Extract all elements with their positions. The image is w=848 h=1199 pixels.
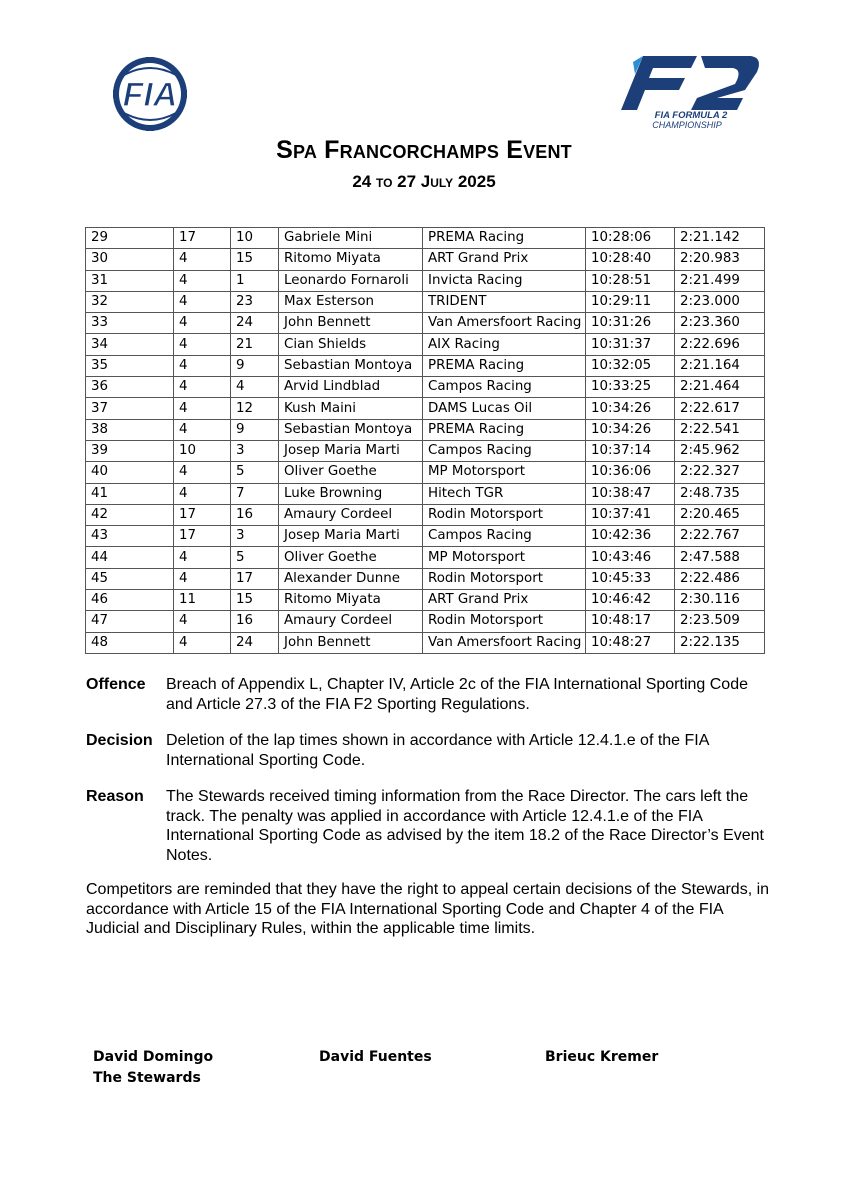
time-of-day-cell: 10:37:41 bbox=[586, 504, 675, 525]
driver-cell: Amaury Cordeel bbox=[279, 611, 423, 632]
table-row bbox=[86, 291, 765, 312]
lap-cell: 4 bbox=[174, 355, 231, 376]
row-number-cell: 47 bbox=[86, 611, 174, 632]
lap-cell: 4 bbox=[174, 291, 231, 312]
car-number-cell: 10 bbox=[231, 228, 279, 249]
table-row bbox=[86, 355, 765, 376]
time-of-day-cell: 10:36:06 bbox=[586, 462, 675, 483]
time-of-day-cell: 10:28:51 bbox=[586, 270, 675, 291]
table-row bbox=[86, 228, 765, 249]
driver-cell: Amaury Cordeel bbox=[279, 504, 423, 525]
time-of-day-cell: 10:28:06 bbox=[586, 228, 675, 249]
fia-logo-icon bbox=[94, 55, 206, 133]
table-row bbox=[86, 632, 765, 653]
table-row bbox=[86, 398, 765, 419]
reason-text: The Stewards received timing information from the Race Director. The cars left the track. The penalty was applied in accordance with Article 12.4.1.e of the FIA International Sporting Code as advised by the item 18.2 of the Race Director’s Event Notes. bbox=[166, 788, 764, 864]
lap-time-cell: 2:22.486 bbox=[675, 568, 765, 589]
driver-cell: John Bennett bbox=[279, 632, 423, 653]
lap-time-cell: 2:22.327 bbox=[675, 462, 765, 483]
row-number-cell: 38 bbox=[86, 419, 174, 440]
time-of-day-cell: 10:43:46 bbox=[586, 547, 675, 568]
lap-time-cell: 2:20.983 bbox=[675, 249, 765, 270]
table-row bbox=[86, 249, 765, 270]
table-body bbox=[86, 228, 765, 654]
signature-block-3 bbox=[545, 1047, 658, 1068]
team-cell: PREMA Racing bbox=[423, 355, 586, 376]
lap-time-cell: 2:47.588 bbox=[675, 547, 765, 568]
lap-cell: 4 bbox=[174, 419, 231, 440]
car-number-cell: 16 bbox=[231, 504, 279, 525]
time-of-day-cell: 10:31:26 bbox=[586, 313, 675, 334]
steward-name: David Fuentes bbox=[319, 1049, 432, 1065]
time-of-day-cell: 10:42:36 bbox=[586, 526, 675, 547]
row-number-cell: 48 bbox=[86, 632, 174, 653]
fia-logo-text: FIA bbox=[122, 76, 178, 114]
table-row bbox=[86, 483, 765, 504]
row-number-cell: 34 bbox=[86, 334, 174, 355]
deleted-laps-table bbox=[85, 227, 765, 654]
decision-section bbox=[86, 731, 776, 770]
lap-cell: 4 bbox=[174, 632, 231, 653]
team-cell: AIX Racing bbox=[423, 334, 586, 355]
lap-cell: 4 bbox=[174, 483, 231, 504]
stewards-role: The Stewards bbox=[93, 1070, 201, 1086]
offence-section bbox=[86, 675, 776, 714]
driver-cell: Arvid Lindblad bbox=[279, 377, 423, 398]
lap-cell: 17 bbox=[174, 526, 231, 547]
event-dates: 24 to 27 July 2025 bbox=[352, 172, 496, 191]
time-of-day-cell: 10:46:42 bbox=[586, 590, 675, 611]
table-row bbox=[86, 568, 765, 589]
lap-time-cell: 2:21.499 bbox=[675, 270, 765, 291]
f2-logo-line1: FIA FORMULA 2 bbox=[654, 110, 728, 121]
table-row bbox=[86, 419, 765, 440]
row-number-cell: 33 bbox=[86, 313, 174, 334]
car-number-cell: 5 bbox=[231, 462, 279, 483]
driver-cell: Ritomo Miyata bbox=[279, 590, 423, 611]
row-number-cell: 35 bbox=[86, 355, 174, 376]
lap-time-cell: 2:22.767 bbox=[675, 526, 765, 547]
driver-cell: Kush Maini bbox=[279, 398, 423, 419]
team-cell: PREMA Racing bbox=[423, 228, 586, 249]
table-row bbox=[86, 504, 765, 525]
driver-cell: Sebastian Montoya bbox=[279, 419, 423, 440]
lap-time-cell: 2:23.509 bbox=[675, 611, 765, 632]
team-cell: Invicta Racing bbox=[423, 270, 586, 291]
car-number-cell: 3 bbox=[231, 526, 279, 547]
lap-time-cell: 2:21.464 bbox=[675, 377, 765, 398]
lap-cell: 4 bbox=[174, 462, 231, 483]
team-cell: TRIDENT bbox=[423, 291, 586, 312]
table-row bbox=[86, 547, 765, 568]
lap-cell: 4 bbox=[174, 249, 231, 270]
team-cell: Campos Racing bbox=[423, 526, 586, 547]
time-of-day-cell: 10:34:26 bbox=[586, 419, 675, 440]
appeal-notice: Competitors are reminded that they have the right to appeal certain decisions of the Stewards, in accordance with Article 15 of the FIA International Sporting Code and Chapter 4 of the FIA Judicial and Disciplinary Rules, within the applicable time limits. bbox=[86, 881, 770, 938]
team-cell: Van Amersfoort Racing bbox=[423, 632, 586, 653]
signature-block-1 bbox=[93, 1047, 213, 1089]
table-row bbox=[86, 334, 765, 355]
lap-cell: 4 bbox=[174, 398, 231, 419]
driver-cell: Josep Maria Marti bbox=[279, 440, 423, 461]
lap-cell: 11 bbox=[174, 590, 231, 611]
car-number-cell: 17 bbox=[231, 568, 279, 589]
car-number-cell: 1 bbox=[231, 270, 279, 291]
table-row bbox=[86, 611, 765, 632]
car-number-cell: 24 bbox=[231, 632, 279, 653]
car-number-cell: 3 bbox=[231, 440, 279, 461]
lap-time-cell: 2:30.116 bbox=[675, 590, 765, 611]
team-cell: Hitech TGR bbox=[423, 483, 586, 504]
row-number-cell: 31 bbox=[86, 270, 174, 291]
row-number-cell: 40 bbox=[86, 462, 174, 483]
team-cell: PREMA Racing bbox=[423, 419, 586, 440]
lap-cell: 10 bbox=[174, 440, 231, 461]
lap-time-cell: 2:20.465 bbox=[675, 504, 765, 525]
row-number-cell: 44 bbox=[86, 547, 174, 568]
team-cell: MP Motorsport bbox=[423, 547, 586, 568]
table-row bbox=[86, 440, 765, 461]
car-number-cell: 5 bbox=[231, 547, 279, 568]
f2-logo-line2: CHAMPIONSHIP bbox=[652, 120, 722, 130]
driver-cell: Ritomo Miyata bbox=[279, 249, 423, 270]
time-of-day-cell: 10:45:33 bbox=[586, 568, 675, 589]
car-number-cell: 9 bbox=[231, 355, 279, 376]
row-number-cell: 37 bbox=[86, 398, 174, 419]
row-number-cell: 32 bbox=[86, 291, 174, 312]
team-cell: Rodin Motorsport bbox=[423, 504, 586, 525]
lap-time-cell: 2:23.000 bbox=[675, 291, 765, 312]
time-of-day-cell: 10:34:26 bbox=[586, 398, 675, 419]
team-cell: Campos Racing bbox=[423, 440, 586, 461]
table-row bbox=[86, 377, 765, 398]
team-cell: Van Amersfoort Racing bbox=[423, 313, 586, 334]
driver-cell: Max Esterson bbox=[279, 291, 423, 312]
car-number-cell: 4 bbox=[231, 377, 279, 398]
decision-text: Deletion of the lap times shown in accordance with Article 12.4.1.e of the FIA International Sporting Code. bbox=[166, 732, 709, 769]
time-of-day-cell: 10:29:11 bbox=[586, 291, 675, 312]
row-number-cell: 36 bbox=[86, 377, 174, 398]
steward-name: Brieuc Kremer bbox=[545, 1049, 659, 1065]
time-of-day-cell: 10:33:25 bbox=[586, 377, 675, 398]
team-cell: Rodin Motorsport bbox=[423, 611, 586, 632]
car-number-cell: 9 bbox=[231, 419, 279, 440]
car-number-cell: 15 bbox=[231, 249, 279, 270]
lap-time-cell: 2:22.541 bbox=[675, 419, 765, 440]
row-number-cell: 45 bbox=[86, 568, 174, 589]
row-number-cell: 46 bbox=[86, 590, 174, 611]
driver-cell: Cian Shields bbox=[279, 334, 423, 355]
lap-time-cell: 2:45.962 bbox=[675, 440, 765, 461]
event-title: Spa Francorchamps Event bbox=[276, 136, 572, 164]
team-cell: ART Grand Prix bbox=[423, 249, 586, 270]
car-number-cell: 23 bbox=[231, 291, 279, 312]
lap-cell: 4 bbox=[174, 568, 231, 589]
time-of-day-cell: 10:31:37 bbox=[586, 334, 675, 355]
offence-text: Breach of Appendix L, Chapter IV, Article 2c of the FIA International Sporting Code and Article 27.3 of the FIA F2 Sporting Regulations. bbox=[166, 676, 748, 713]
lap-time-cell: 2:22.696 bbox=[675, 334, 765, 355]
lap-cell: 4 bbox=[174, 547, 231, 568]
lap-cell: 4 bbox=[174, 313, 231, 334]
row-number-cell: 43 bbox=[86, 526, 174, 547]
row-number-cell: 29 bbox=[86, 228, 174, 249]
decision-label: Decision bbox=[86, 732, 153, 749]
table-row bbox=[86, 462, 765, 483]
team-cell: Rodin Motorsport bbox=[423, 568, 586, 589]
row-number-cell: 30 bbox=[86, 249, 174, 270]
reason-section bbox=[86, 787, 776, 865]
lap-cell: 4 bbox=[174, 611, 231, 632]
time-of-day-cell: 10:28:40 bbox=[586, 249, 675, 270]
driver-cell: Oliver Goethe bbox=[279, 462, 423, 483]
team-cell: MP Motorsport bbox=[423, 462, 586, 483]
driver-cell: Oliver Goethe bbox=[279, 547, 423, 568]
lap-time-cell: 2:21.142 bbox=[675, 228, 765, 249]
f2-logo-icon bbox=[605, 52, 763, 130]
time-of-day-cell: 10:38:47 bbox=[586, 483, 675, 504]
driver-cell: Gabriele Mini bbox=[279, 228, 423, 249]
signature-block-2 bbox=[319, 1047, 432, 1068]
lap-cell: 17 bbox=[174, 504, 231, 525]
car-number-cell: 16 bbox=[231, 611, 279, 632]
lap-time-cell: 2:23.360 bbox=[675, 313, 765, 334]
driver-cell: Luke Browning bbox=[279, 483, 423, 504]
lap-time-cell: 2:21.164 bbox=[675, 355, 765, 376]
lap-cell: 4 bbox=[174, 270, 231, 291]
table-row bbox=[86, 526, 765, 547]
team-cell: ART Grand Prix bbox=[423, 590, 586, 611]
row-number-cell: 42 bbox=[86, 504, 174, 525]
table-row bbox=[86, 270, 765, 291]
lap-time-cell: 2:22.617 bbox=[675, 398, 765, 419]
time-of-day-cell: 10:37:14 bbox=[586, 440, 675, 461]
lap-time-cell: 2:22.135 bbox=[675, 632, 765, 653]
car-number-cell: 12 bbox=[231, 398, 279, 419]
driver-cell: Alexander Dunne bbox=[279, 568, 423, 589]
row-number-cell: 39 bbox=[86, 440, 174, 461]
driver-cell: Leonardo Fornaroli bbox=[279, 270, 423, 291]
table-row bbox=[86, 590, 765, 611]
car-number-cell: 7 bbox=[231, 483, 279, 504]
time-of-day-cell: 10:48:17 bbox=[586, 611, 675, 632]
time-of-day-cell: 10:48:27 bbox=[586, 632, 675, 653]
row-number-cell: 41 bbox=[86, 483, 174, 504]
lap-cell: 17 bbox=[174, 228, 231, 249]
steward-name: David Domingo bbox=[93, 1049, 214, 1065]
team-cell: DAMS Lucas Oil bbox=[423, 398, 586, 419]
time-of-day-cell: 10:32:05 bbox=[586, 355, 675, 376]
offence-label: Offence bbox=[86, 676, 146, 693]
lap-cell: 4 bbox=[174, 377, 231, 398]
lap-time-cell: 2:48.735 bbox=[675, 483, 765, 504]
team-cell: Campos Racing bbox=[423, 377, 586, 398]
driver-cell: John Bennett bbox=[279, 313, 423, 334]
table-row bbox=[86, 313, 765, 334]
reason-label: Reason bbox=[86, 788, 144, 805]
driver-cell: Josep Maria Marti bbox=[279, 526, 423, 547]
car-number-cell: 15 bbox=[231, 590, 279, 611]
car-number-cell: 21 bbox=[231, 334, 279, 355]
lap-cell: 4 bbox=[174, 334, 231, 355]
driver-cell: Sebastian Montoya bbox=[279, 355, 423, 376]
car-number-cell: 24 bbox=[231, 313, 279, 334]
